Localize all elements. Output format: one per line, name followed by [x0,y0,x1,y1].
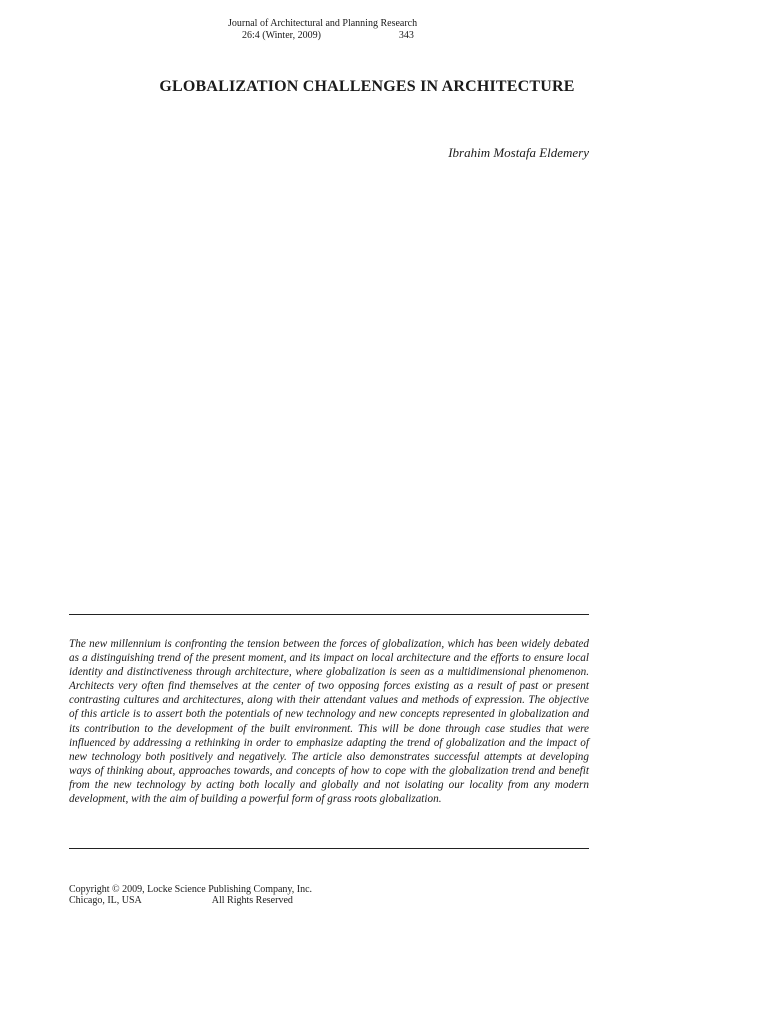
abstract-bottom-rule [69,848,589,849]
journal-issue: 26:4 (Winter, 2009) [242,30,321,41]
article-title: GLOBALIZATION CHALLENGES IN ARCHITECTURE [159,78,575,95]
copyright-block [69,884,312,906]
page-number: 343 [398,30,414,41]
article-abstract: The new millennium is confronting the tension between the forces of globalization, which has been widely debated as a distinguishing trend of the present moment, and its impact on local architecture and the efforts to ensure local identity and distinctiveness through architecture, where globalization is seen as a multidimensional phenomenon. Architects very often find themselves at the center of two opposing forces existing as a result of past or present contrasting cultures and architectures, along with their attendant values and methods of expression. The objective of this article is to assert both the potentials of new technology and new concepts represented in globalization and its contribution to the development of the built environment. This will be done through case studies that were influenced by addressing a rethinking in order to emphasize adapting the trend of globalization and the impact of new technology both positively and negatively. The article also demonstrates successful attempts at developing ways of thinking about, approaches towards, and concepts of how to cope with the globalization trend and benefit from the new technology by acting both locally and globally and not isolating our locality from any modern development, with the aim of building a powerful form of grass roots globalization. [69,638,589,806]
rights-reserved: All Rights Reserved [211,895,293,906]
publisher-location-line [69,895,312,906]
journal-header [228,18,417,42]
journal-name: Journal of Architectural and Planning Research [228,18,418,29]
publisher-location: Chicago, IL, USA [69,895,142,906]
abstract-top-rule [69,614,589,615]
article-author: Ibrahim Mostafa Eldemery [448,145,589,160]
journal-issue-line [228,30,417,42]
copyright-notice: Copyright © 2009, Locke Science Publishing Company, Inc. [69,884,313,895]
